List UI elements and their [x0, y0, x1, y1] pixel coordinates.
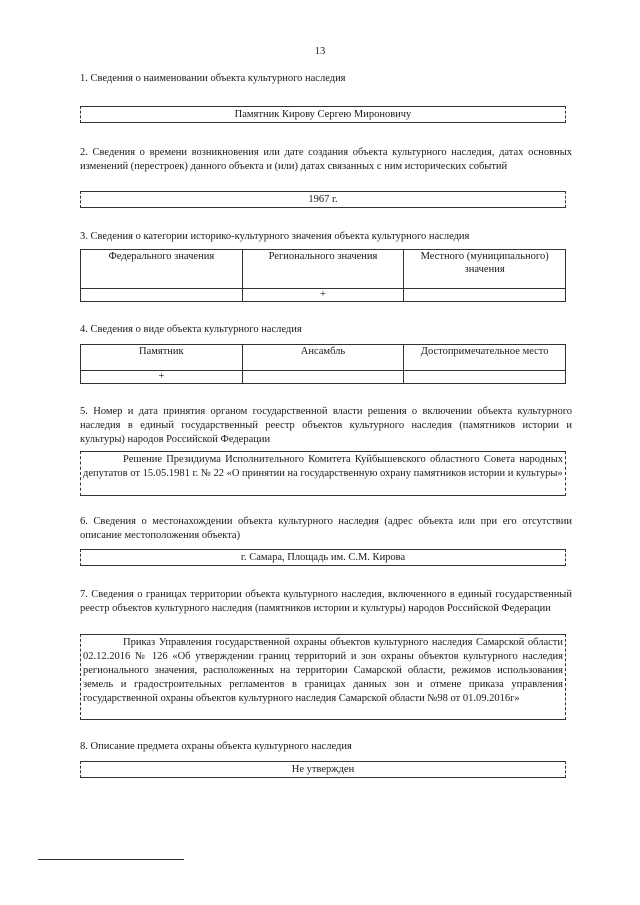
- type-header-row: [81, 345, 566, 371]
- type-mark-landmark: [404, 371, 566, 384]
- protection-subject: Не утвержден: [291, 764, 355, 775]
- type-mark-monument: +: [81, 371, 243, 384]
- section-5-heading: 5. Номер и дата принятия органом государственной власти решения о включении объекта культурного наследия в единый государственный реестр объектов культурного наследия (памятников истории и культуры) народов Российской Федерации: [80, 406, 572, 445]
- footnote-separator: [38, 859, 184, 860]
- type-col-landmark: Достопримечательное место: [404, 345, 566, 371]
- type-mark-ensemble: [242, 371, 404, 384]
- type-col-monument: Памятник: [81, 345, 243, 371]
- category-mark-federal: [81, 289, 243, 302]
- section-2-heading: 2. Сведения о времени возникновения или дате создания объекта культурного наследия, датах основных изменений (перестроек) данного объекта и (или) датах связанных с ним исторических событий: [80, 147, 572, 172]
- object-name: Памятник Кирову Сергею Мироновичу: [234, 109, 412, 120]
- category-mark-regional: +: [242, 289, 404, 302]
- boundary-order: Приказ Управления государственной охраны объектов культурного наследия Самарской области 02.12.2016 № 126 «Об утверждении границ территорий и зон охраны объектов культурного наследия регионального значения, расположенных на территории Самарской области, режимов использования земель и градостроительных регламентов в границах данных зон и отмене приказа управления государственной охраны объектов культурного наследия Самарской области №98 от 01.09.2016г»: [83, 637, 563, 704]
- category-col-regional: Регионального значения: [242, 250, 404, 289]
- creation-date: 1967 г.: [308, 194, 338, 205]
- section-1-value-box: [80, 106, 566, 123]
- category-col-federal: Федерального значения: [81, 250, 243, 289]
- section-3-heading: 3. Сведения о категории историко-культурного значения объекта культурного наследия: [80, 231, 470, 242]
- section-2-value-box: [80, 191, 566, 208]
- type-col-ensemble: Ансамбль: [242, 345, 404, 371]
- section-1-heading: 1. Сведения о наименовании объекта культурного наследия: [80, 73, 346, 84]
- type-mark-row: [81, 371, 566, 384]
- section-6-heading: 6. Сведения о местонахождении объекта культурного наследия (адрес объекта или при его отсутствии описание местоположения объекта): [80, 516, 572, 541]
- section-4-heading: 4. Сведения о виде объекта культурного наследия: [80, 324, 302, 335]
- registry-decision: Решение Президиума Исполнительного Комитета Куйбышевского областного Совета народных депутатов от 15.05.1981 г. № 22 «О принятии на государственную охрану памятников истории и культуры»: [83, 454, 563, 479]
- section-8-heading: 8. Описание предмета охраны объекта культурного наследия: [80, 741, 352, 752]
- section-7-heading: 7. Сведения о границах территории объекта культурного наследия, включенного в единый государственный реестр объектов культурного наследия (памятников истории и культуры) народов Российской Федерации: [80, 589, 572, 614]
- section-7-value-box: [80, 634, 566, 720]
- page-number: 13: [314, 46, 326, 57]
- type-table: [80, 344, 566, 384]
- section-5-value-box: [80, 451, 566, 496]
- category-mark-row: [81, 289, 566, 302]
- section-8-value-box: [80, 761, 566, 778]
- category-header-row: [81, 250, 566, 289]
- category-mark-local: [404, 289, 566, 302]
- category-col-local: Местного (муниципального) значения: [404, 250, 566, 289]
- object-address: г. Самара, Площадь им. С.М. Кирова: [240, 552, 406, 563]
- category-table: [80, 249, 566, 302]
- section-6-value-box: [80, 549, 566, 566]
